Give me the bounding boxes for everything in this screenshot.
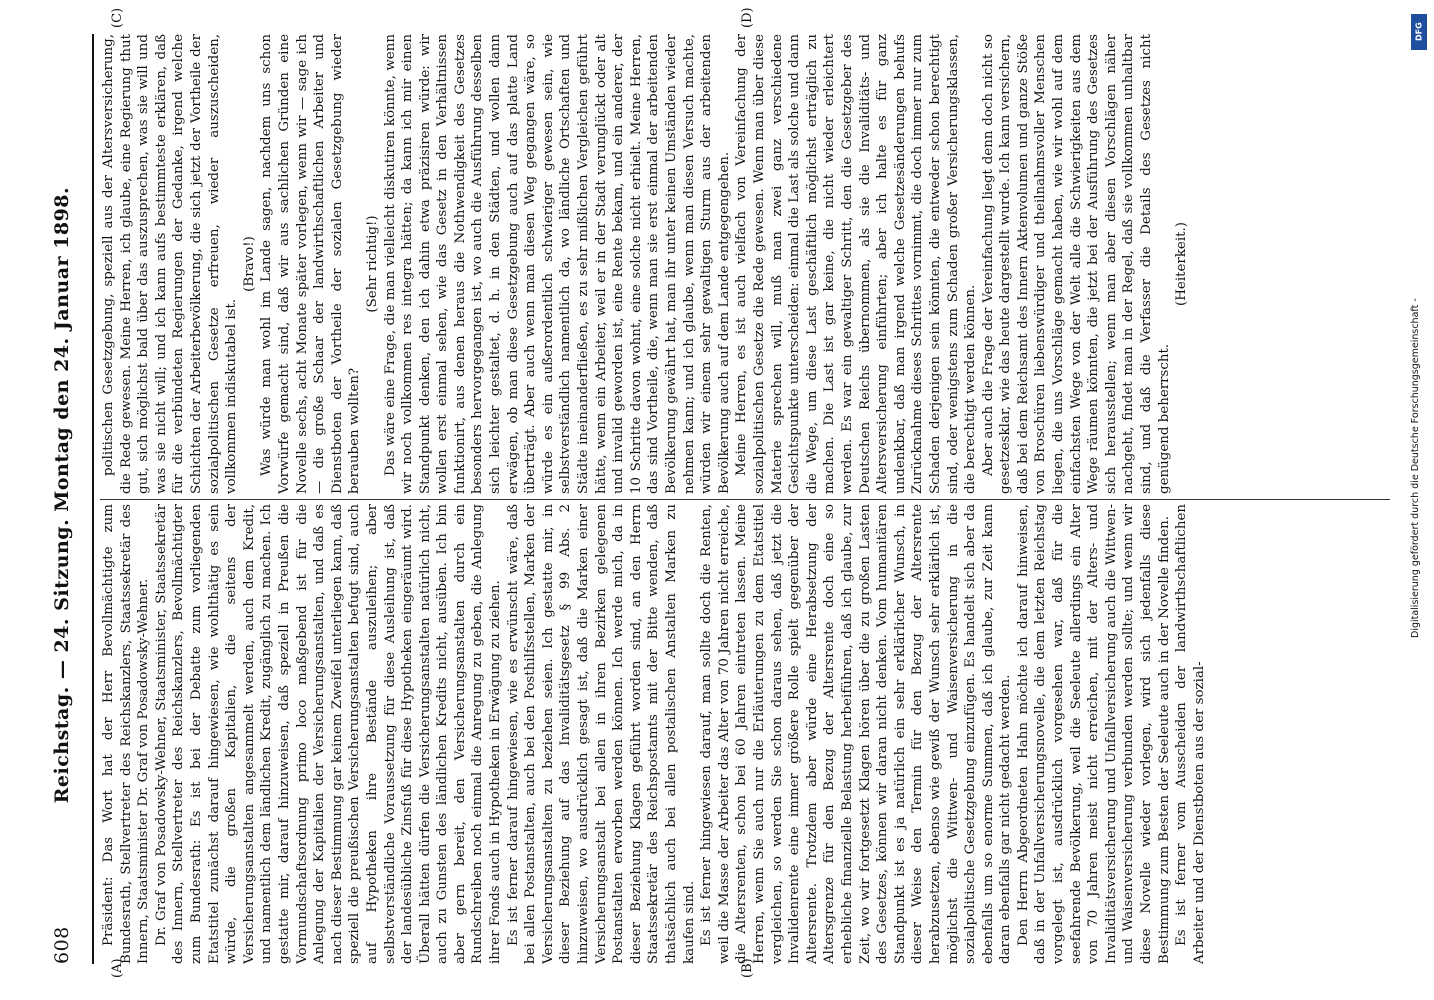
- digitization-sidebar: [1408, 6, 1430, 996]
- header-rule: [92, 34, 94, 964]
- paragraph: Den Herrn Abgeordneten Hahn möchte ich darauf hinweisen, daß in der Unfallversicherungsnovelle, die dem letzten Reichstag vorgelegt ist, ausdrücklich vorgesehen war, daß für die seefahrende Bevölkerung, weil die Seeleute allerdings ein Alter von 70 Jahren meist nicht erreichen, mit der Alters- und Invaliditätsversicherung und Unfallversicherung auch die Wittwen- und Waisenversicherung verbunden werden sollte; und wenn wir diese Novelle wieder vorlegen, wird sich jedenfalls diese Bestimmung zum Besten der Seeleute auch in der Novelle finden.: [1015, 504, 1172, 964]
- paragraph: Das wäre eine Frage, die man vielleicht diskutiren könnte, wenn wir noch vollkommen res integra hätten; da kann ich mir einen Standpunkt denken, den ich dahin etwa präzisiren würde: wir wollen erst einmal sehen, wie das Gesetz in den Verhältnissen funktionirt, aus denen heraus die Nothwendigkeit des Gesetzes besonders hervorgegangen ist, wo auch die Ausführung desselben sich leichter gestaltet, d. h. in den Städten, und wollen dann erwägen, ob man diese Gesetzgebung auch auf das platte Land überträgt. Aber auch wenn man diesen Weg gegangen wäre, so würde es ein außerordentlich schwieriger gewesen sein, wie selbstverständlich namentlich da, wo ländliche Ortschaften und Städte ineinanderfließen, es zu sehr mißlichen Vergleichen geführt hätte, wenn ein Arbeiter, weil er in der Stadt verunglückt oder alt und invalid geworden ist, eine Rente bekam, und ein anderer, der 10 Schritte davon wohnt, eine solche nicht erhielt. Meine Herren, das sind Vortheile, die, wenn man sie erst einmal der arbeitenden Bevölkerung gewährt hat, man ihr unter keinen Umständen wieder nehmen kann; und ich glaube, wenn man diesen Versuch machte, würden wir einem sehr gewaltigen Sturm aus der arbeitenden Bevölkerung auch auf dem Lande entgegengehen.: [382, 34, 732, 494]
- margin-marker-d: (D): [740, 7, 755, 28]
- paragraph: politischen Gesetzgebung, speziell aus der Altersversicherung, die Rede gewesen. Meine Herren, ich glaube, eine Regierung thut gut, sich möglichst bald über das auszusprechen, was sie will und was sie nicht will; und ich kann aufs bestimmteste erklären, daß für die verbündeten Regierungen der Gedanke, irgend welche Schichten der Arbeiterbevölkerung, die sich jetzt der Vortheile der sozialpolitischen Gesetze erfreuen, wieder auszuscheiden, vollkommen indiskutabel ist.: [101, 34, 240, 494]
- paragraph: Es ist ferner hingewiesen darauf, man sollte doch die Renten, weil die Masse der Arbeiter das Alter von 70 Jahren nicht erreiche, die Altersrenten, schon bei 60 Jahren eintreten lassen. Meine Herren, wenn Sie auch nur die Erläuterungen zu dem Etatstitel vergleichen, so werden Sie schon daraus sehen, daß jetzt die Invalidenrente eine immer größere Rolle spielt gegenüber der Altersrente. Trotzdem aber würde eine Herabsetzung der Altersgrenze für den Bezug der Altersrente doch eine so erhebliche finanzielle Belastung herbeiführen, daß ich glaube, zur Zeit, wo wir fortgesetzt Klagen hören über die zu großen Lasten des Gesetzes, können wir daran nicht denken. Vom humanitären Standpunkt ist es ja natürlich ein sehr erklärlicher Wunsch, in dieser Weise den Termin für den Bezug der Altersrente herabzusetzen, ebenso wie gewiß der Wunsch sehr erklärlich ist, möglichst die Wittwen- und Waisenversicherung in die sozialpolitische Gesetzgebung einzufügen. Es handelt sich aber da ebenfalls um so enorme Summen, daß ich glaube, zur Zeit kann daran ebenfalls gar nicht gedacht werden.: [699, 504, 1014, 964]
- paragraph: Meine Herren, es ist auch vielfach von Vereinfachung der sozialpolitischen Gesetze die Rede gewesen. Wenn man über diese Materie sprechen will, muß man zwei ganz verschiedene Gesichtspunkte unterscheiden: einmal die Last als solche und dann die Wege, um diese Last geschäftlich möglichst erträglich zu machen. Die Last ist gar keine, die nicht wieder erleichtert werden. Es war ein gewaltiger Schritt, den die Gesetzgeber des Deutschen Reichs übernommen, als sie die Invaliditäts- und Altersversicherung einführten; aber ich halte es für ganz undenkbar, daß man irgend welche Gesetzesänderungen behufs Zurücknahme dieses Schrittes vornimmt, die doch immer nur zum Schaden derjenigen sein könnten, die entweder schon berechtigt sind, oder wenigstens zum Schaden großer Versicherungsklassen, die berechtigt werden können.: [734, 34, 979, 494]
- digitization-note: Digitalisierung gefördert durch die Deutsche Forschungsgemeinschaft -: [1410, 298, 1421, 638]
- left-column: [100, 504, 1390, 964]
- paragraph: Aber auch die Frage der Vereinfachung liegt denn doch nicht so gesetzesklar, wie das heute dargestellt wurde. Ich kann versichern, daß bei dem Reichsamt des Innern Aktenvolumen und ganze Stöße von Broschüren liebenswürdiger und theilnahmsvoller Menschen liegen, die uns Vorschläge gemacht haben, wie wir wohl auf dem einfachsten Wege von der Welt alle die Schwierigkeiten aus dem Wege räumen könnten, die jetzt bei der Ausführung des Gesetzes sich herausstellen; wenn man aber diesen Vorschlägen näher nachgeht, findet man in der Regel, daß sie vollkommen unhaltbar sind, und daß die Verfasser die Details des Gesetzes nicht genügend beherrscht.: [980, 34, 1172, 494]
- margin-marker-a: (A): [110, 958, 125, 978]
- right-column: [100, 34, 1390, 494]
- paragraph: Präsident: Das Wort hat der Herr Bevollmächtigte zum Bundesrath, Stellvertreter des Reichskanzlers, Staatssekretär des Innern, Staatsminister Dr. Graf von Posadowsky-Wehner.: [101, 504, 152, 964]
- interjection: (Bravo!): [241, 236, 257, 292]
- header-title: Reichstag. — 24. Sitzung. Montag den 24. Januar 1898.: [51, 186, 73, 804]
- paragraph: Dr. Graf von Posadowsky-Wehner, Staatsminister, Staatssekretär des Innern, Stellvertreter des Reichskanzlers, Bevollmächtigter zum Bundesrath: Es ist bei der Debatte zum vorliegenden Etatstitel zunächst darauf hingewiesen, wie wohlthätig es sein würde, die großen Kapitalien, die seitens der Versicherungsanstalten angesammelt werden, auch dem Kredit, und namentlich dem ländlichen Kredit, zugänglich zu machen. Ich gestatte mir, darauf hinzuweisen, daß speziell in Preußen die Vormundschaftsordnung primo loco maßgebend ist für die Anlegung der Kapitalien der Versicherungsanstalten, und daß es nach dieser Bestimmung gar keinem Zweifel unterliegen kann, daß speziell die preußischen Versicherungsanstalten befugt sind, auch auf Hypotheken ihre Bestände auszuleihen; aber selbstverständliche Voraussetzung für diese Ausleihung ist, daß der landesübliche Zinsfuß für diese Hypotheken eingeräumt wird. Überall hätten dürfen die Versicherungsanstalten natürlich nicht, auch zu Gunsten des ländlichen Kredits nicht, ausüben. Ich bin aber gern bereit, den Versicherungsanstalten durch ein Rundschreiben noch einmal die Anregung zu geben, die Anlegung ihrer Fonds auch in Hypotheken in Erwägung zu ziehen.: [153, 504, 504, 964]
- running-header: [42, 34, 82, 964]
- interjection: (Heiterkeit.): [1174, 222, 1190, 306]
- margin-marker-c: (C): [110, 7, 125, 28]
- column-divider: [100, 499, 1390, 500]
- paragraph: Es ist ferner darauf hingewiesen, wie es erwünscht wäre, daß bei allen Postanstalten, auch bei den Posthilfsstellen, Marken der Versicherungsanstalten zu beziehen seien. Ich gestatte mir, in dieser Beziehung auf das Invaliditätsgesetz § 99 Abs. 2 hinzuweisen, wo ausdrücklich gesagt ist, daß die Marken einer Versicherungsanstalt bei allen in ihren Bezirken gelegenen Postanstalten erworben werden können. Ich werde mich, da in dieser Beziehung Klagen geführt worden sind, an den Herrn Staatssekretär des Reichspostamts mit der Bitte wenden, daß thatsächlich auch bei allen postalischen Anstalten Marken zu kaufen sind.: [505, 504, 697, 964]
- page-number: 608: [51, 926, 73, 964]
- interjection: (Sehr richtig!): [364, 215, 380, 313]
- paragraph: Es ist ferner vom Ausscheiden der landwirthschaftlichen Arbeiter und der Dienstboten aus der sozial-: [1174, 504, 1207, 964]
- margin-marker-b: (B): [740, 958, 755, 978]
- dfg-logo: DFG: [1411, 14, 1427, 50]
- paragraph: Was würde man wohl im Lande sagen, nachdem uns schon Vorwürfe gemacht sind, daß wir aus sachlichen Gründen eine Novelle sechs, acht Monate später vorlegen, wenn wir — sage ich — die große Schaar der landwirthschaftlichen Arbeiter und Dienstboten der Vortheile der sozialen Gesetzgebung wieder berauben wollten?: [259, 34, 363, 494]
